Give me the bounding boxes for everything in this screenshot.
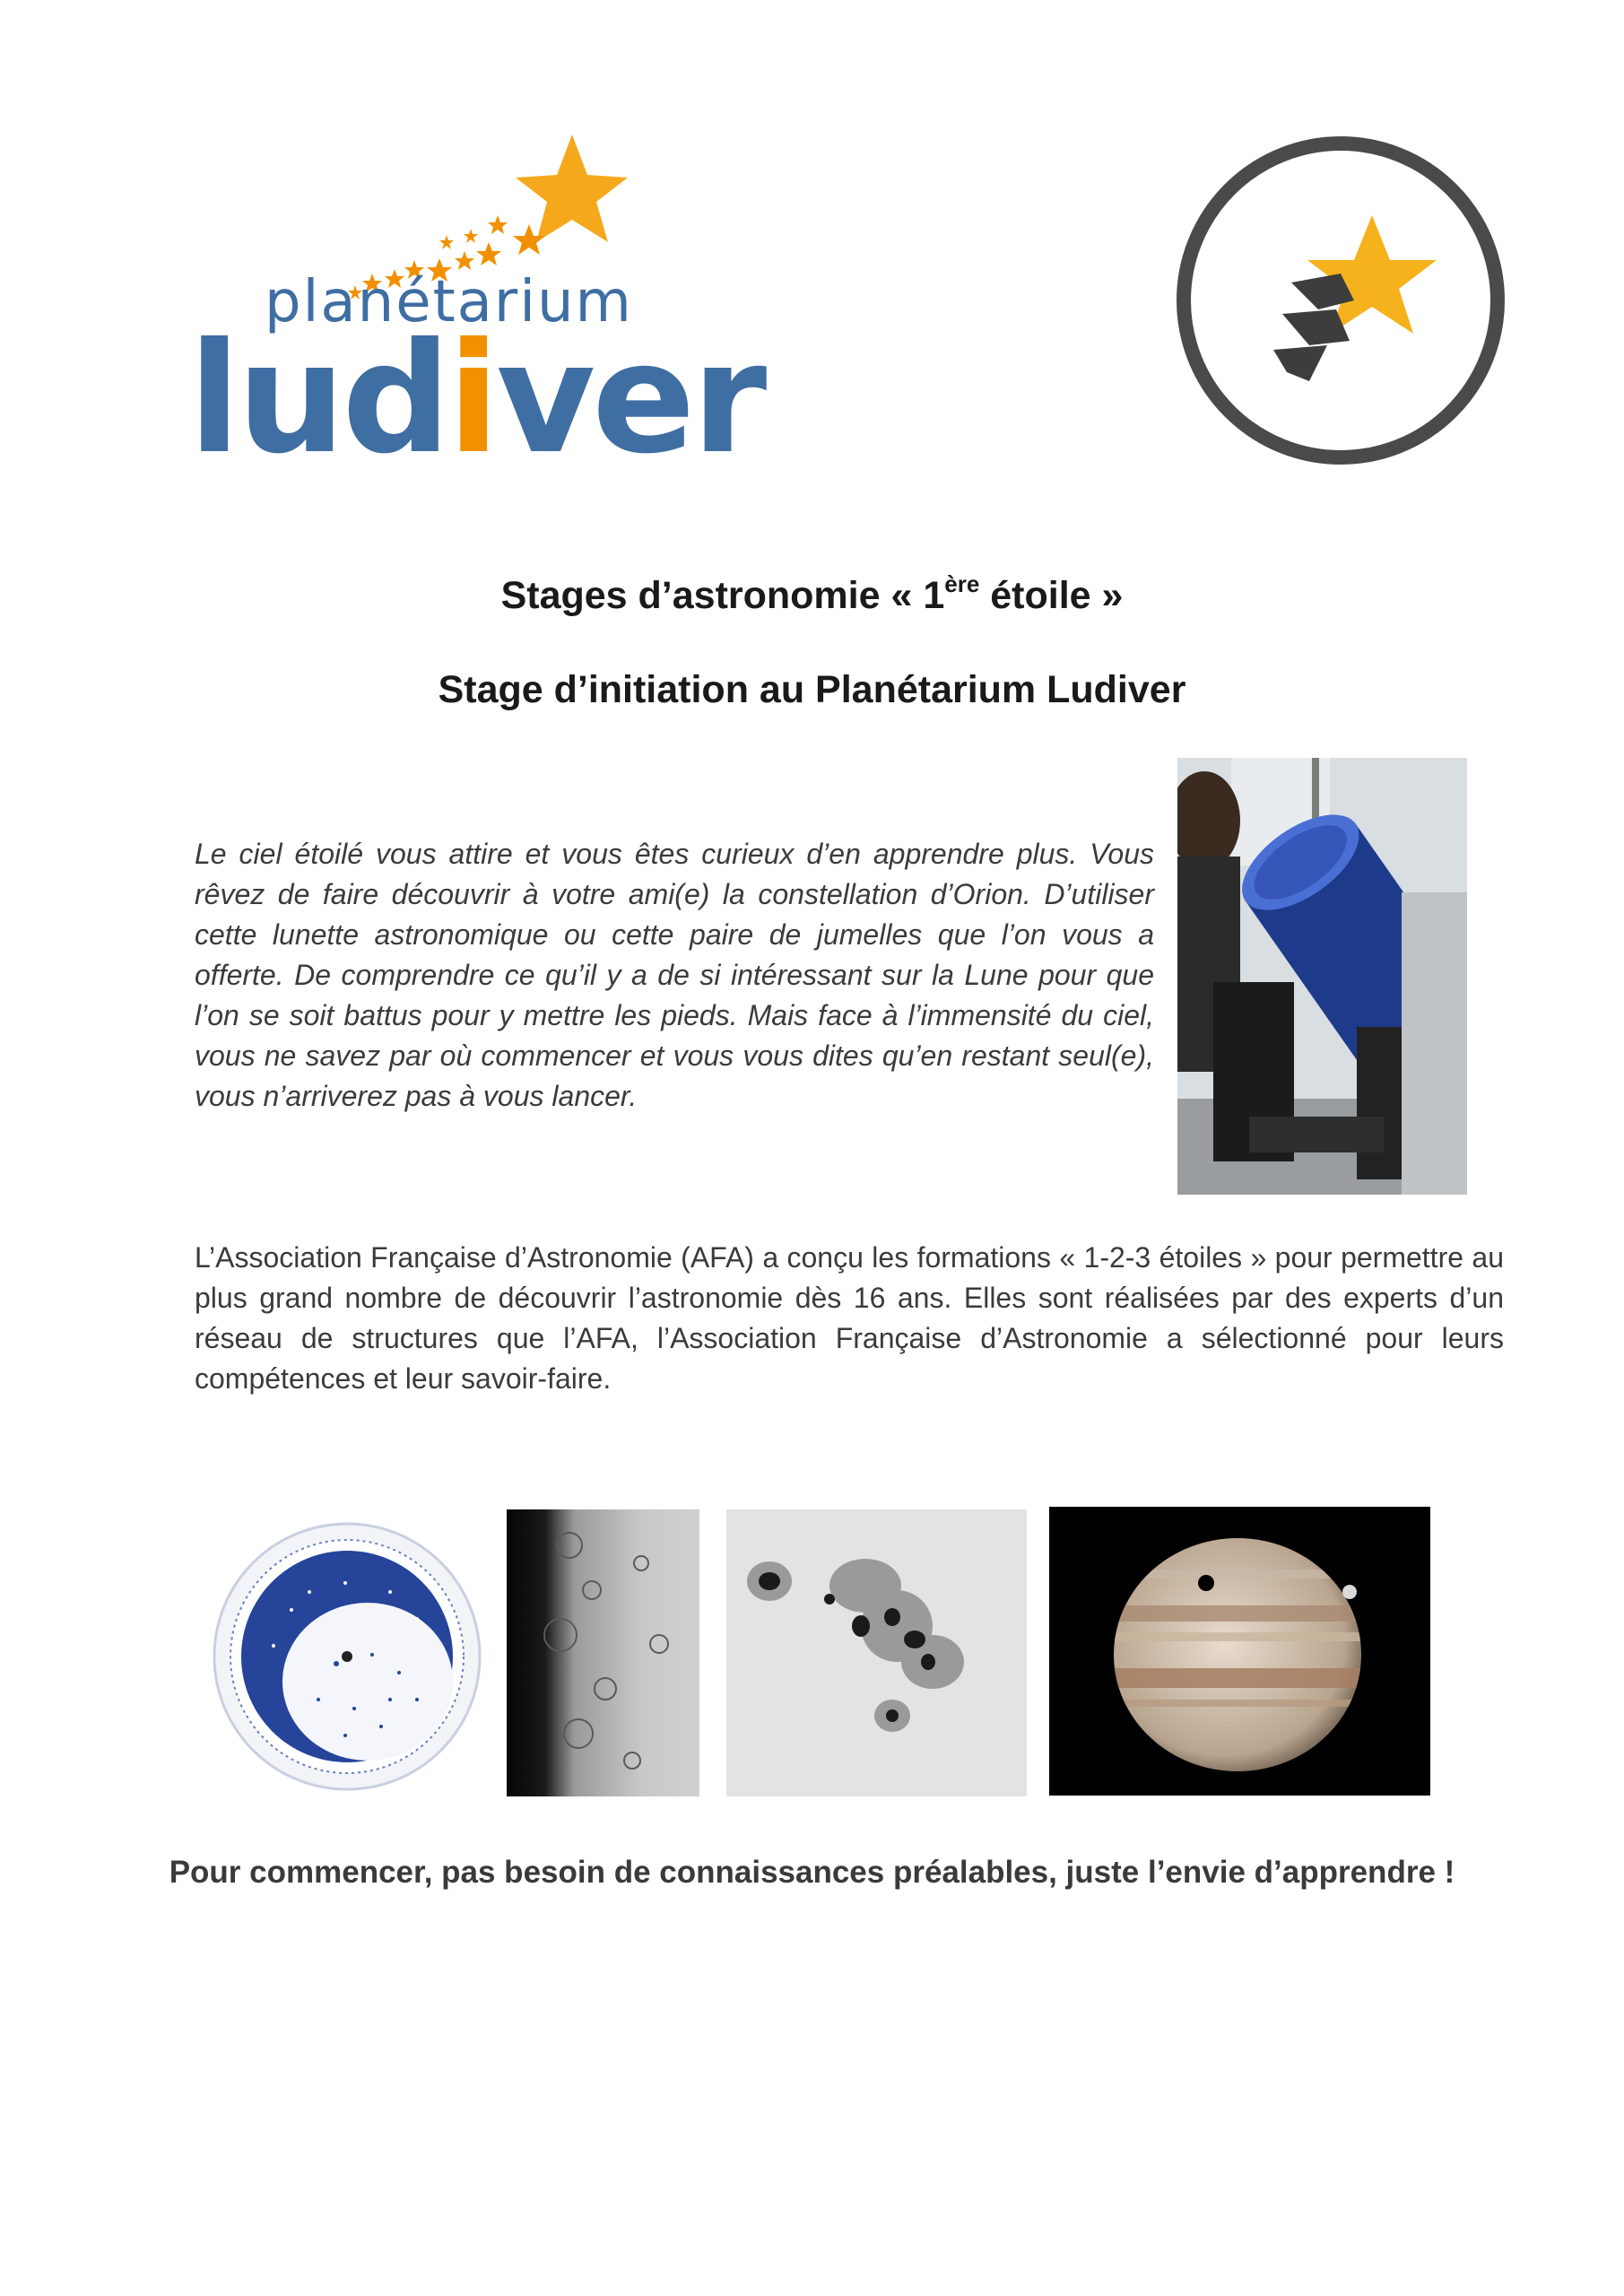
- logo-ludiver-prefix: lud: [188, 310, 447, 488]
- moon-image: [507, 1509, 699, 1796]
- title-prefix: Stages d’astronomie « 1: [500, 574, 945, 617]
- big-star-icon: [516, 135, 628, 242]
- sunspots-image: [726, 1509, 1027, 1796]
- afa-paragraph: L’Association Française d’Astronomie (AFA) a conçu les formations « 1-2-3 étoiles » pour permettre au plus grand nombre de découvrir l’astronomie dès 16 ans. Elles sont réalisées par des experts d’un réseau de structures que l’AFA, l’Association Française d’Astronomie a sélectionné pour leurs compétences et leur savoir-faire.: [195, 1241, 1504, 1395]
- page-subtitle: Stage d’initiation au Planétarium Ludiver: [438, 668, 1186, 711]
- planisphere-image: [211, 1520, 484, 1794]
- page-title: [0, 570, 1624, 618]
- logo-ludiver-text: [188, 310, 764, 488]
- closing-statement: Pour commencer, pas besoin de connaissances préalables, juste l’envie d’apprendre !: [169, 1855, 1455, 1890]
- jupiter-image: [1049, 1507, 1430, 1796]
- logo-planetarium-text: planétarium: [265, 269, 633, 335]
- intro-paragraph: Le ciel étoilé vous attire et vous êtes curieux d’en apprendre plus. Vous rêvez de faire découvrir à votre ami(e) la constellation d’Orion. D’utiliser cette lunette astronomique ou cette paire de jumelles que l’on vous a offerte. De comprendre ce qu’il y a de si intéressant sur la Lune pour que l’on se soit battus pour y mettre les pieds. Mais face à l’immensité du ciel, vous ne savez par où commencer et vous vous dites qu’en restant seul(e), vous n’arriverez pas à vous lancer.: [195, 838, 1154, 1112]
- telescope-photo: [1177, 758, 1467, 1195]
- logo-ludiver-suffix: ver: [496, 310, 764, 488]
- logo-ludiver-accent: i: [447, 310, 497, 488]
- title-suffix: étoile »: [979, 574, 1124, 617]
- title-superscript: ère: [944, 570, 980, 597]
- afa-badge-icon: [1175, 135, 1507, 466]
